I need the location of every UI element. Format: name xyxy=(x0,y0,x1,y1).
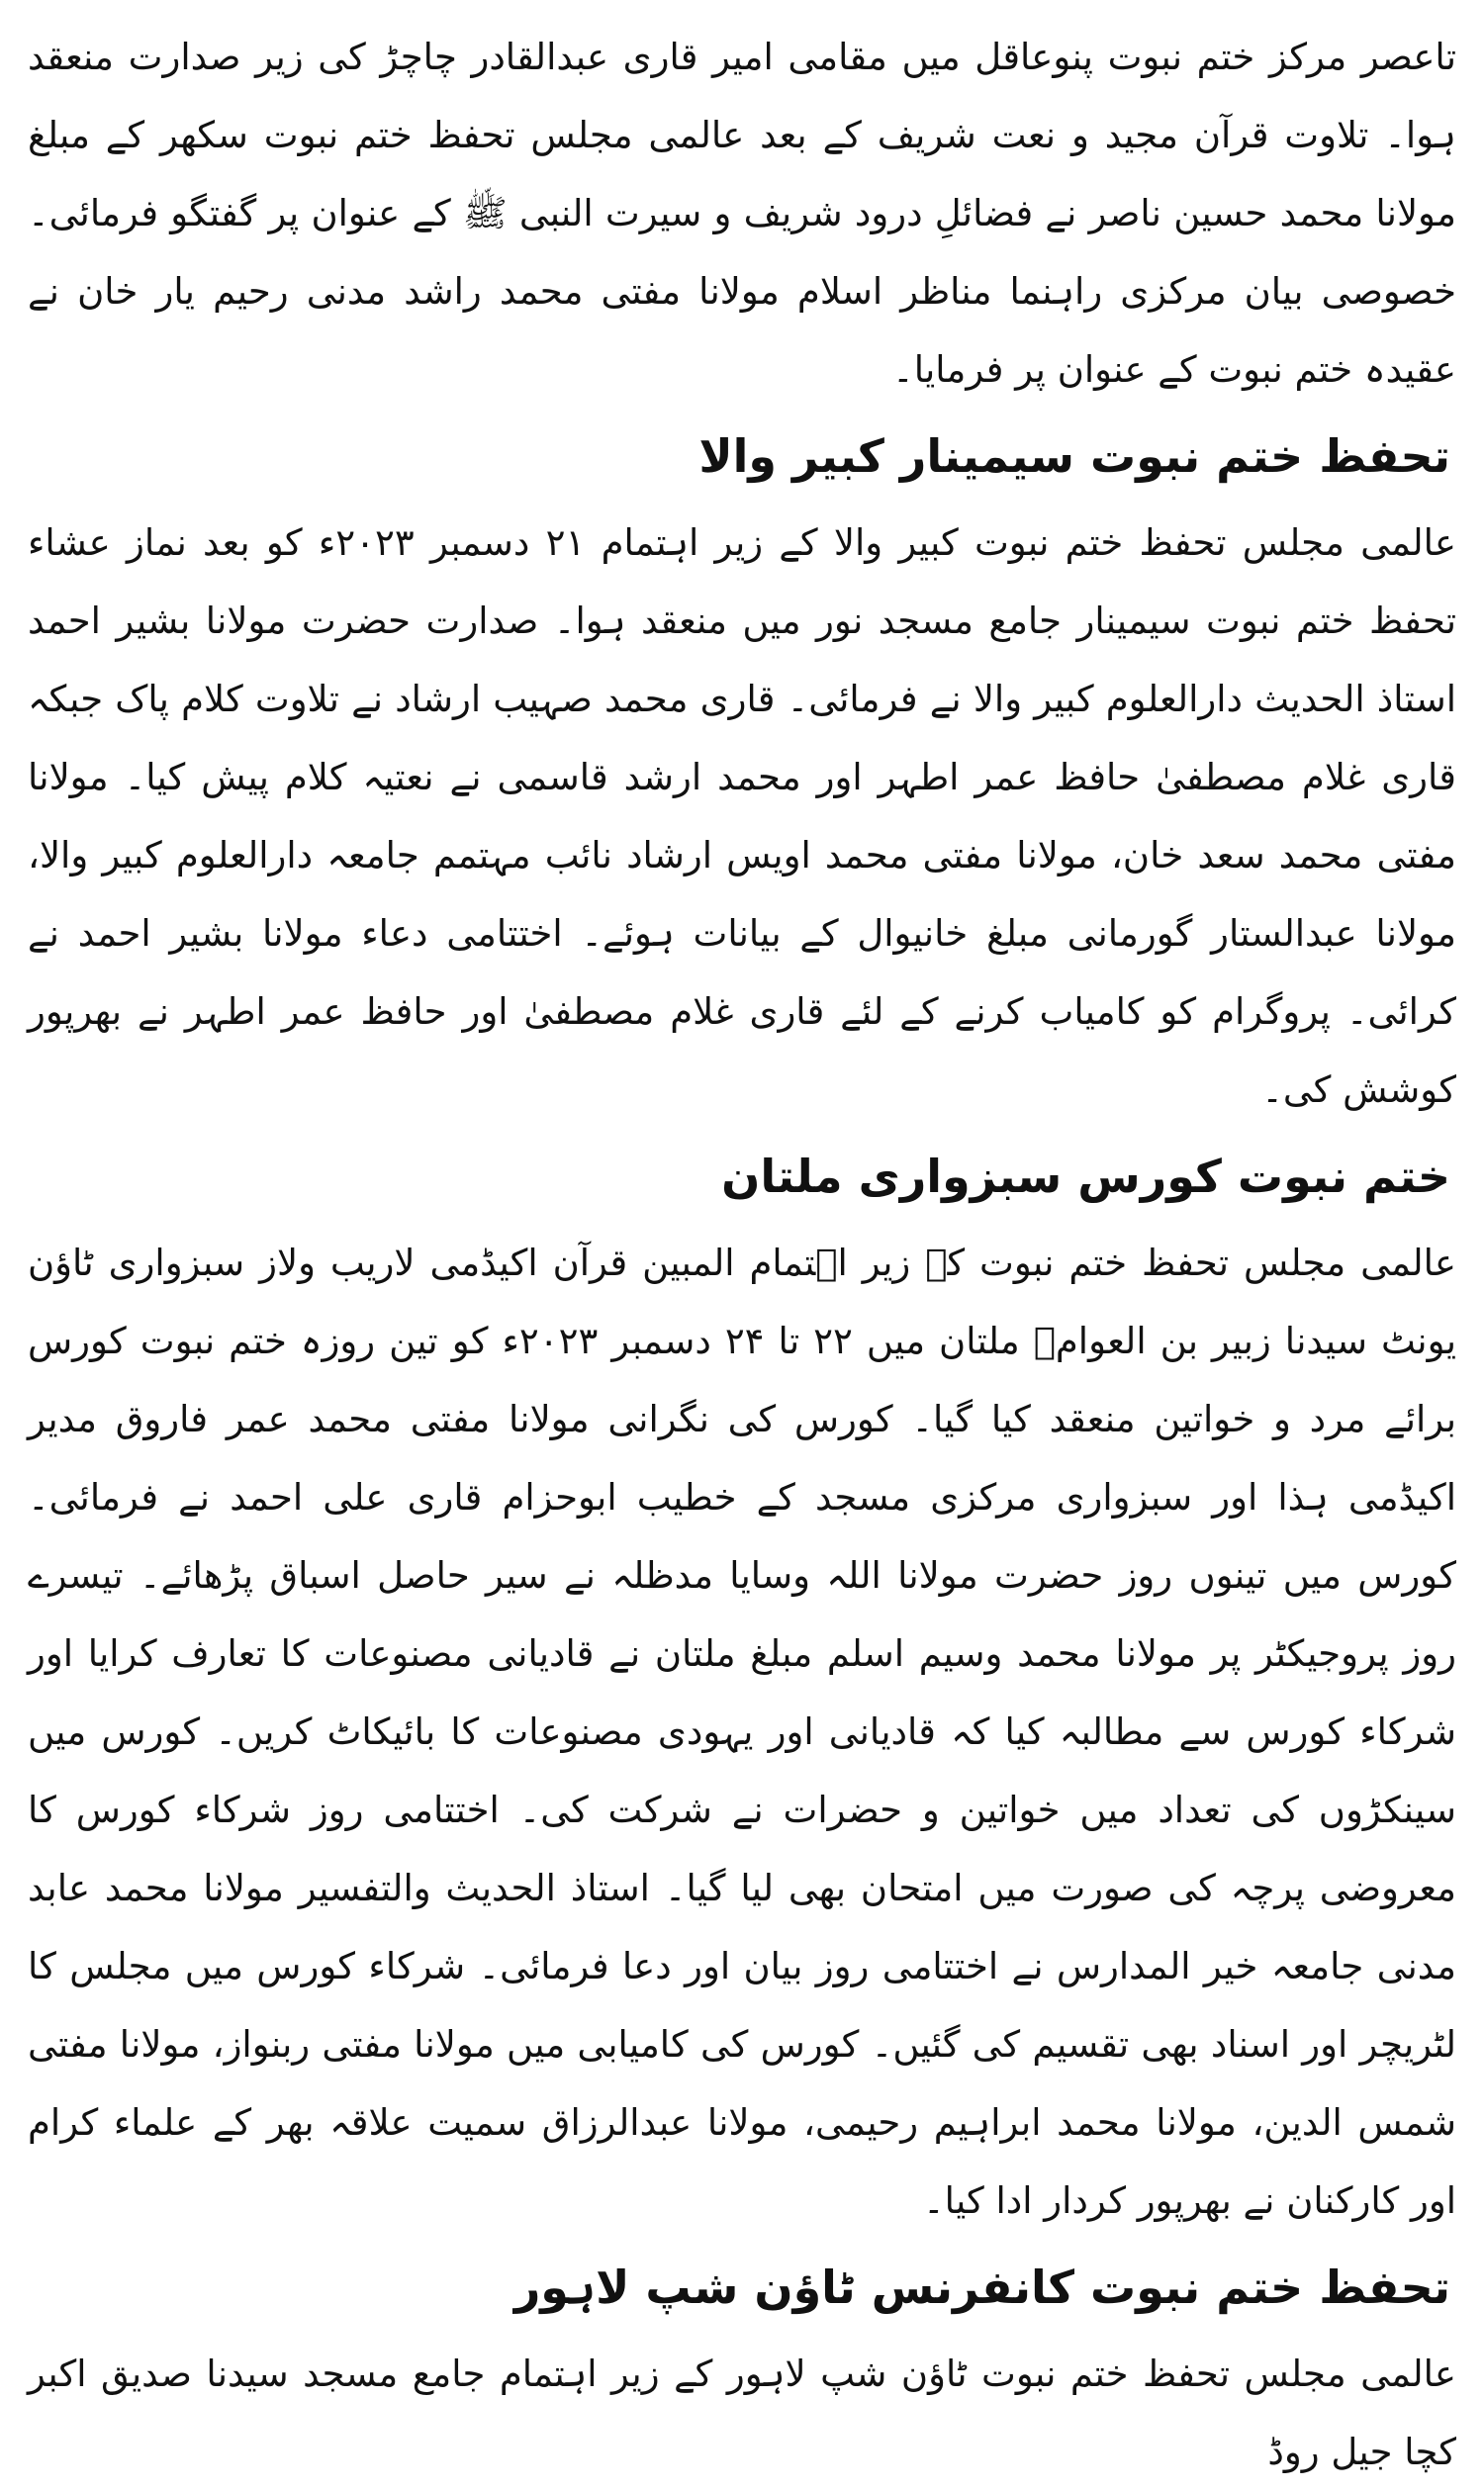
section-multan-course xyxy=(28,1129,1456,2240)
section-paragraph: عالمی مجلس تحفظ ختم نبوت کبیر والا کے زیر اہتمام ۲۱ دسمبر ۲۰۲۳ء کو بعد نماز عشاء تحفظ ختم نبوت سیمینار جامع مسجد نور میں منعقد ہوا۔ صدارت حضرت مولانا بشیر احمد استاذ الحدیث دارالعلوم کبیر والا نے فرمائی۔ قاری محمد صہیب ارشاد نے تلاوت کلام پاک جبکہ قاری غلام مصطفیٰ حافظ عمر اطہر اور محمد ارشد قاسمی نے نعتیہ کلام پیش کیا۔ مولانا مفتی محمد سعد خان، مولانا مفتی محمد اویس ارشاد نائب مہتمم جامعہ دارالعلوم کبیر والا، مولانا عبدالستار گورمانی مبلغ خانیوال کے بیانات ہوئے۔ اختتامی دعاء مولانا بشیر احمد نے کرائی۔ پروگرام کو کامیاب کرنے کے لئے قاری غلام مصطفیٰ اور حافظ عمر اطہر نے بھرپور کوشش کی۔ xyxy=(28,521,1456,1111)
section-paragraph: عالمی مجلس تحفظ ختم نبوت کے زیر اہتمام المبین قرآن اکیڈمی لاریب ولاز سبزواری ٹاؤن یونٹ سیدنا زبیر بن العوامؓ ملتان میں ۲۲ تا ۲۴ دسمبر ۲۰۲۳ء کو تین روزہ ختم نبوت کورس برائے مرد و خواتین منعقد کیا گیا۔ کورس کی نگرانی مولانا مفتی محمد عمر فاروق مدیر اکیڈمی ہذا اور سبزواری مرکزی مسجد کے خطیب ابوحزام قاری علی احمد نے فرمائی۔ کورس میں تینوں روز حضرت مولانا اللہ وسایا مدظلہ نے سیر حاصل اسباق پڑھائے۔ تیسرے روز پروجیکٹر پر مولانا محمد وسیم اسلم مبلغ ملتان نے قادیانی مصنوعات کا تعارف کرایا اور شرکاء کورس سے مطالبہ کیا کہ قادیانی اور یہودی مصنوعات کا بائیکاٹ کریں۔ کورس میں سینکڑوں کی تعداد میں خواتین و حضرات نے شرکت کی۔ اختتامی روز شرکاء کورس کا معروضی پرچہ کی صورت میں امتحان بھی لیا گیا۔ استاذ الحدیث والتفسیر مولانا محمد عابد مدنی جامعہ خیر المدارس نے اختتامی روز بیان اور دعا فرمائی۔ شرکاء کورس میں مجلس کا لٹریچر اور اسناد بھی تقسیم کی گئیں۔ کورس کی کامیابی میں مولانا مفتی ربنواز، مولانا مفتی شمس الدین، مولانا محمد ابراہیم رحیمی، مولانا عبدالرزاق سمیت علاقہ بھر کے علماء کرام اور کارکنان نے بھرپور کردار ادا کیا۔ xyxy=(28,1242,1456,2222)
intro-paragraph: تاعصر مرکز ختم نبوت پنوعاقل میں مقامی امیر قاری عبدالقادر چاچڑ کی زیر صدارت منعقد ہوا۔ تلاوت قرآن مجید و نعت شریف کے بعد عالمی مجلس تحفظ ختم نبوت سکھر کے مبلغ مولانا محمد حسین ناصر نے فضائلِ درود شریف و سیرت النبی ﷺ کے عنوان پر گفتگو فرمائی۔ خصوصی بیان مرکزی راہنما مناظر اسلام مولانا مفتی محمد راشد مدنی رحیم یار خان نے عقیدہ ختم نبوت کے عنوان پر فرمایا۔ xyxy=(28,36,1456,391)
section-lahore-conference xyxy=(28,2240,1456,2491)
magazine-page xyxy=(28,18,1456,2473)
section-paragraph: عالمی مجلس تحفظ ختم نبوت ٹاؤن شپ لاہور کے زیر اہتمام جامع مسجد سیدنا صدیق اکبر کچا جیل روڈ xyxy=(28,2353,1456,2473)
section-kabirwala-seminar xyxy=(28,409,1456,1129)
section-heading: ختم نبوت کورس سبزواری ملتان xyxy=(721,1150,1450,1203)
section-heading: تحفظ ختم نبوت سیمینار کبیر والا xyxy=(698,429,1450,483)
section-heading: تحفظ ختم نبوت کانفرنس ٹاؤن شپ لاہور xyxy=(513,2260,1450,2314)
